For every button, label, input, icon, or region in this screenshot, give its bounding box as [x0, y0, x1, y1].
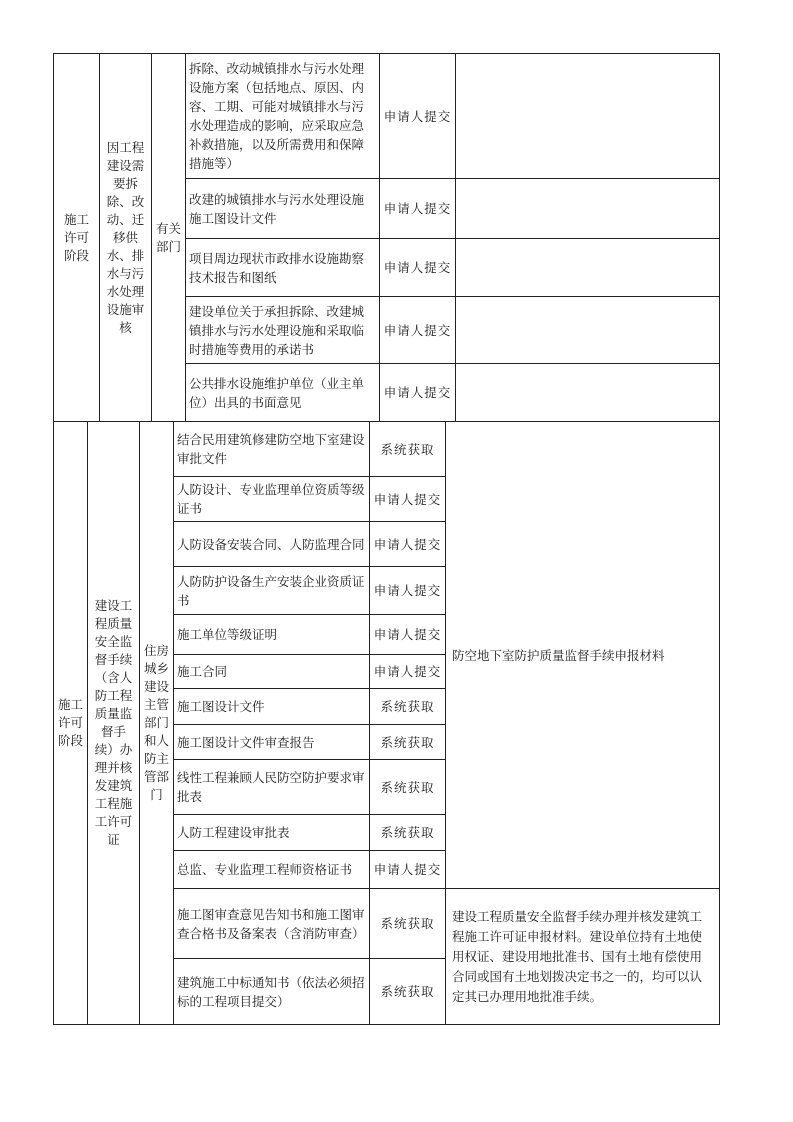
note-cell — [456, 239, 720, 297]
dept-label: 有关部门 — [155, 220, 181, 254]
source-cell: 申请人提交 — [370, 522, 446, 567]
item-label: 建设工程质量安全监督手续（含人防工程质量监督手续）办理并核发建筑工程施工许可证 — [94, 598, 133, 847]
source-cell: 系统获取 — [370, 959, 446, 1025]
stage-label: 施工许可阶段 — [63, 211, 89, 263]
source-cell: 申请人提交 — [380, 239, 456, 297]
material-cell: 建设单位关于承担拆除、改建城镇排水与污水处理设施和采取临时措施等费用的承诺书 — [186, 297, 380, 364]
approval-block-construction-permit — [53, 421, 720, 1025]
material-cell: 施工合同 — [174, 655, 370, 689]
item-cell — [100, 54, 152, 422]
material-cell: 施工单位等级证明 — [174, 615, 370, 655]
source-cell: 申请人提交 — [380, 54, 456, 179]
material-cell: 施工图设计文件 — [174, 689, 370, 725]
item-label: 因工程建设需要拆除、改动、迁移供水、排水与污水处理设施审核 — [106, 139, 145, 335]
approval-block-drainage — [53, 53, 720, 422]
stage-cell — [54, 54, 100, 422]
source-cell: 申请人提交 — [370, 477, 446, 522]
item-cell — [88, 422, 140, 1025]
source-cell: 申请人提交 — [370, 851, 446, 889]
material-cell: 项目周边现状市政排水设施勘察技术报告和图纸 — [186, 239, 380, 297]
note-cell-civil-defense: 防空地下室防护质量监督手续申报材料 — [446, 422, 720, 889]
source-cell: 申请人提交 — [380, 297, 456, 364]
stage-label: 施工许可阶段 — [57, 697, 83, 748]
source-cell: 系统获取 — [370, 889, 446, 959]
material-cell: 结合民用建筑修建防空地下室建设审批文件 — [174, 422, 370, 477]
dept-cell — [140, 422, 174, 1025]
source-cell: 申请人提交 — [370, 655, 446, 689]
material-cell: 线性工程兼顾人民防空防护要求审批表 — [174, 760, 370, 815]
material-cell: 人防设备安装合同、人防监理合同 — [174, 522, 370, 567]
note-cell — [456, 364, 720, 422]
dept-label: 住房城乡建设主管部门和人防主管部门 — [143, 643, 169, 802]
note-cell — [456, 54, 720, 179]
source-cell: 系统获取 — [370, 815, 446, 851]
note-cell-permit: 建设工程质量安全监督手续办理并核发建筑工程施工许可证申报材料。建设单位持有土地使用权证、建设用地批准书、国有土地有偿使用合同或国有土地划拨决定书之一的，均可以认定其已办理用地批准手续。 — [446, 889, 720, 1025]
material-cell: 施工图审查意见告知书和施工图审查合格书及备案表（含消防审查） — [174, 889, 370, 959]
material-cell: 建筑施工中标通知书（依法必须招标的工程项目提交） — [174, 959, 370, 1025]
material-cell: 改建的城镇排水与污水处理设施施工图设计文件 — [186, 179, 380, 239]
material-cell: 人防设计、专业监理单位资质等级证书 — [174, 477, 370, 522]
source-cell: 系统获取 — [370, 725, 446, 760]
note-cell — [456, 179, 720, 239]
source-cell: 申请人提交 — [370, 615, 446, 655]
source-cell: 系统获取 — [370, 422, 446, 477]
source-cell: 申请人提交 — [370, 567, 446, 615]
source-cell: 系统获取 — [370, 689, 446, 725]
note-cell — [456, 297, 720, 364]
material-cell: 人防防护设备生产安装企业资质证书 — [174, 567, 370, 615]
material-cell: 拆除、改动城镇排水与污水处理设施方案（包括地点、原因、内容、工期、可能对城镇排水与污水处理造成的影响，应采取应急补救措施，以及所需费用和保障措施等） — [186, 54, 380, 179]
material-cell: 施工图设计文件审查报告 — [174, 725, 370, 760]
source-cell: 申请人提交 — [380, 364, 456, 422]
material-cell: 公共排水设施维护单位（业主单位）出具的书面意见 — [186, 364, 380, 422]
dept-cell — [152, 54, 186, 422]
material-cell: 人防工程建设审批表 — [174, 815, 370, 851]
material-cell: 总监、专业监理工程师资格证书 — [174, 851, 370, 889]
source-cell: 申请人提交 — [380, 179, 456, 239]
stage-cell — [54, 422, 88, 1025]
source-cell: 系统获取 — [370, 760, 446, 815]
